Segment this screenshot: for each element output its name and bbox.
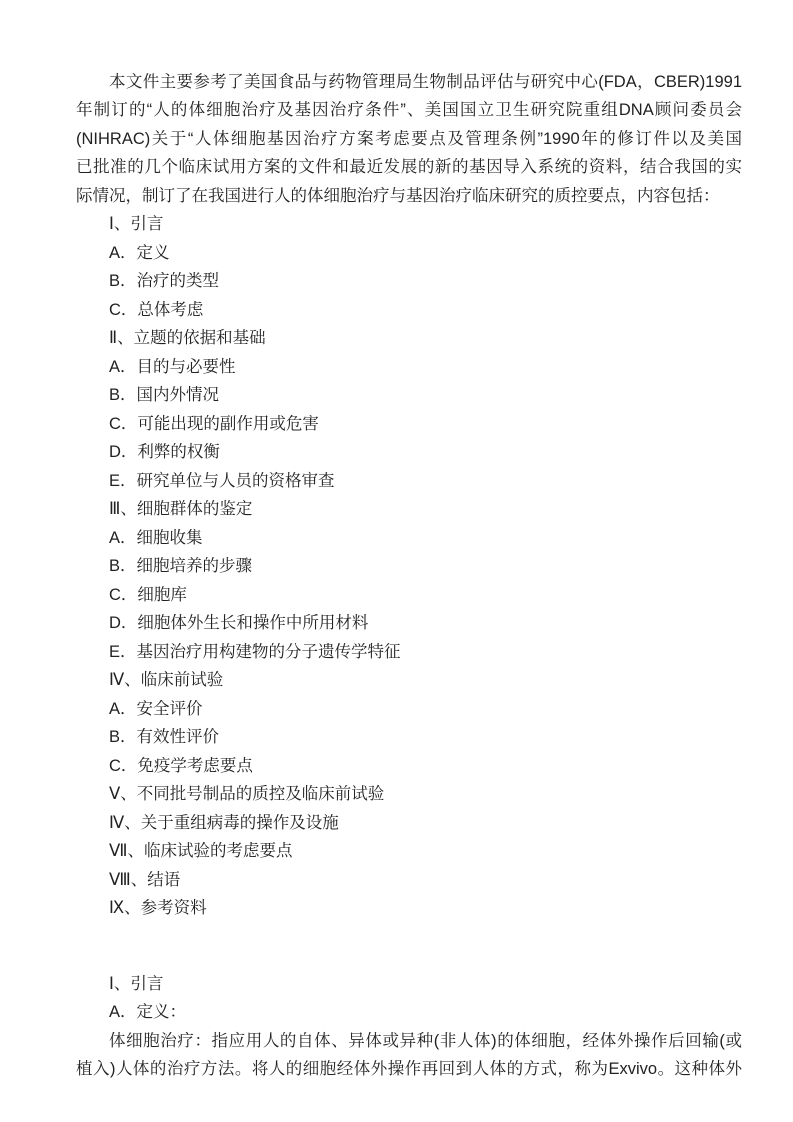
toc-item: B．有效性评价 bbox=[109, 728, 220, 747]
toc-item: B．细胞培养的步骤 bbox=[109, 557, 253, 576]
toc-chapter: Ⅷ、结语 bbox=[109, 870, 181, 889]
toc-chapter: Ⅱ、立题的依据和基础 bbox=[109, 329, 266, 348]
toc-item: E．基因治疗用构建物的分子遗传学特征 bbox=[109, 642, 401, 661]
toc-item: D．利弊的权衡 bbox=[109, 443, 220, 462]
toc-item: C．可能出现的副作用或危害 bbox=[109, 414, 319, 433]
toc-item: C．总体考虑 bbox=[109, 300, 204, 319]
toc-item: A．目的与必要性 bbox=[109, 357, 236, 376]
intro-paragraph bbox=[76, 68, 742, 211]
toc-chapter: Ⅲ、细胞群体的鉴定 bbox=[109, 500, 253, 519]
toc-chapter: Ⅰ、引言 bbox=[109, 215, 164, 234]
intro-paragraph-line: 已批准的几个临床试用方案的文件和最近发展的新的基因导入系统的资料，结合我国的实 bbox=[76, 158, 742, 177]
definition-paragraph bbox=[76, 1027, 742, 1084]
toc-item: C．细胞库 bbox=[109, 585, 187, 604]
toc-item: C．免疫学考虑要点 bbox=[109, 756, 253, 775]
definition-paragraph-line: 植入)人体的治疗方法。将人的细胞经体外操作再回到人体的方式，称为Exvivo。这种体外 bbox=[76, 1060, 742, 1079]
toc-chapter: Ⅶ、临床试验的考虑要点 bbox=[109, 842, 293, 861]
subsection-heading: A．定义： bbox=[109, 1003, 187, 1022]
toc-chapter: Ⅸ、参考资料 bbox=[109, 899, 207, 918]
toc-item: A．定义 bbox=[109, 243, 170, 262]
toc-item: D．细胞体外生长和操作中所用材料 bbox=[109, 614, 369, 633]
toc-item: B．国内外情况 bbox=[109, 386, 220, 405]
toc-chapter: Ⅳ、临床前试验 bbox=[109, 671, 224, 690]
section-heading: Ⅰ、引言 bbox=[109, 974, 164, 993]
toc-item: B．治疗的类型 bbox=[109, 272, 220, 291]
document-body bbox=[76, 68, 742, 1084]
definition-paragraph-line: 体细胞治疗：指应用人的自体、异体或异种(非人体)的体细胞，经体外操作后回输(或 bbox=[109, 1031, 742, 1050]
intro-paragraph-line: 际情况，制订了在我国进行人的体细胞治疗与基因治疗临床研究的质控要点，内容包括： bbox=[76, 186, 720, 205]
toc-item: A．安全评价 bbox=[109, 699, 203, 718]
toc-chapter: Ⅴ、不同批号制品的质控及临床前试验 bbox=[109, 785, 385, 804]
intro-paragraph-line: 年制订的“人的体细胞治疗及基因治疗条件”、美国国立卫生研究院重组DNA顾问委员会 bbox=[76, 101, 742, 120]
intro-paragraph-line: 本文件主要参考了美国食品与药物管理局生物制品评估与研究中心(FDA，CBER)1991 bbox=[109, 72, 742, 91]
intro-paragraph-line: (NIHRAC)关于“人体细胞基因治疗方案考虑要点及管理条例”1990年的修订件以及美国 bbox=[76, 129, 742, 148]
toc-chapter: Ⅳ、关于重组病毒的操作及设施 bbox=[109, 813, 339, 832]
toc-item: E．研究单位与人员的资格审查 bbox=[109, 471, 335, 490]
section-introduction bbox=[76, 970, 742, 1084]
toc-item: A．细胞收集 bbox=[109, 528, 203, 547]
table-of-contents bbox=[76, 210, 742, 923]
